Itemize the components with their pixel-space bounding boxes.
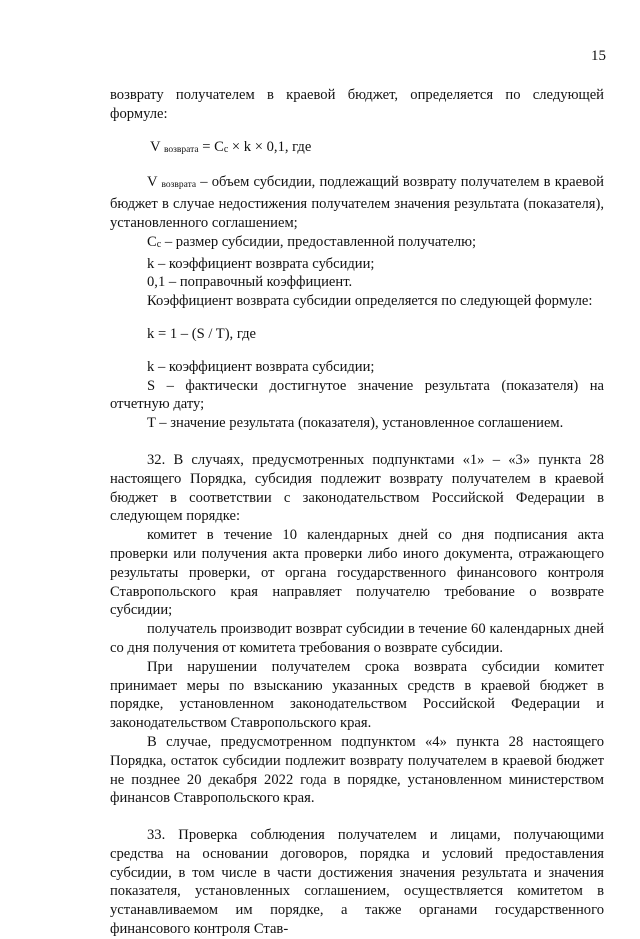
- definition-coefficient: 0,1 – поправочный коэффициент.: [147, 274, 353, 291]
- section-33-paragraph-1: 33. Проверка соблюдения получателем и лицами, получающими средства на основании договоров, порядка и условий предоставления субсидии, в том числе в части достижения значения результата и значения показателя, установленных соглашением, осуществляется комитетом в устанавливаемом им порядке, а также органами государственного финансового контроля Став-: [110, 827, 604, 938]
- section-32-paragraph-1: 32. В случаях, предусмотренных подпунктами «1» – «3» пункта 28 настоящего Порядка, субсидия подлежит возврату получателем в краевой бюджет в соответствии с законодательством Российской Федерации в следующем порядке:: [110, 451, 604, 525]
- formula-volume: V возврата = Cc × k × 0,1, где: [150, 138, 312, 155]
- section-32-paragraph-4: При нарушении получателем срока возврата субсидии комитет принимает меры по взысканию указанных средств в краевой бюджет в порядке, установленном законодательством Российской Федерации и законодательством Ставропольского края.: [110, 658, 604, 732]
- section-32-paragraph-3: получатель производит возврат субсидии в течение 60 календарных дней со дня получения от комитета требования о возврате субсидии.: [110, 621, 604, 656]
- section-gap: [110, 433, 604, 451]
- intro-paragraph: возврату получателем в краевой бюджет, определяется по следующей формуле:: [110, 87, 604, 122]
- page-number: 15: [591, 48, 606, 64]
- definition-c: Cc – размер субсидии, предоставленной получателю;: [147, 233, 477, 250]
- formula-lead: Коэффициент возврата субсидии определяется по следующей формуле:: [147, 293, 593, 310]
- section-32-paragraph-2: комитет в течение 10 календарных дней со дня подписания акта проверки или получения акта проверки либо иного документа, отражающего результаты проверки, от органа государственного финансового контроля Ставропольского края направляет получателю требование о возврате субсидии;: [110, 527, 604, 619]
- definition-s: S – фактически достигнутое значение результата (показателя) на отчетную дату;: [110, 377, 604, 413]
- definition-t: T – значение результата (показателя), установленное соглашением.: [147, 415, 564, 432]
- formula-k: k = 1 – (S / T), где: [147, 325, 257, 342]
- section-32-paragraph-5: В случае, предусмотренном подпунктом «4» пункта 28 настоящего Порядка, остаток субсидии подлежит возврату получателем в краевой бюджет не позднее 20 декабря 2022 года в порядке, установленном министерством финансов Ставропольского края.: [110, 733, 604, 807]
- definition-k: k – коэффициент возврата субсидии;: [147, 255, 375, 272]
- section-gap: [110, 808, 604, 826]
- document-body: [110, 86, 604, 939]
- definition-v: V возврата – объем субсидии, подлежащий возврату получателем в краевой бюджет в случае недостижения получателем значения результата (показателя), установленного соглашением;: [110, 174, 604, 231]
- definition-k-2: k – коэффициент возврата субсидии;: [147, 358, 375, 375]
